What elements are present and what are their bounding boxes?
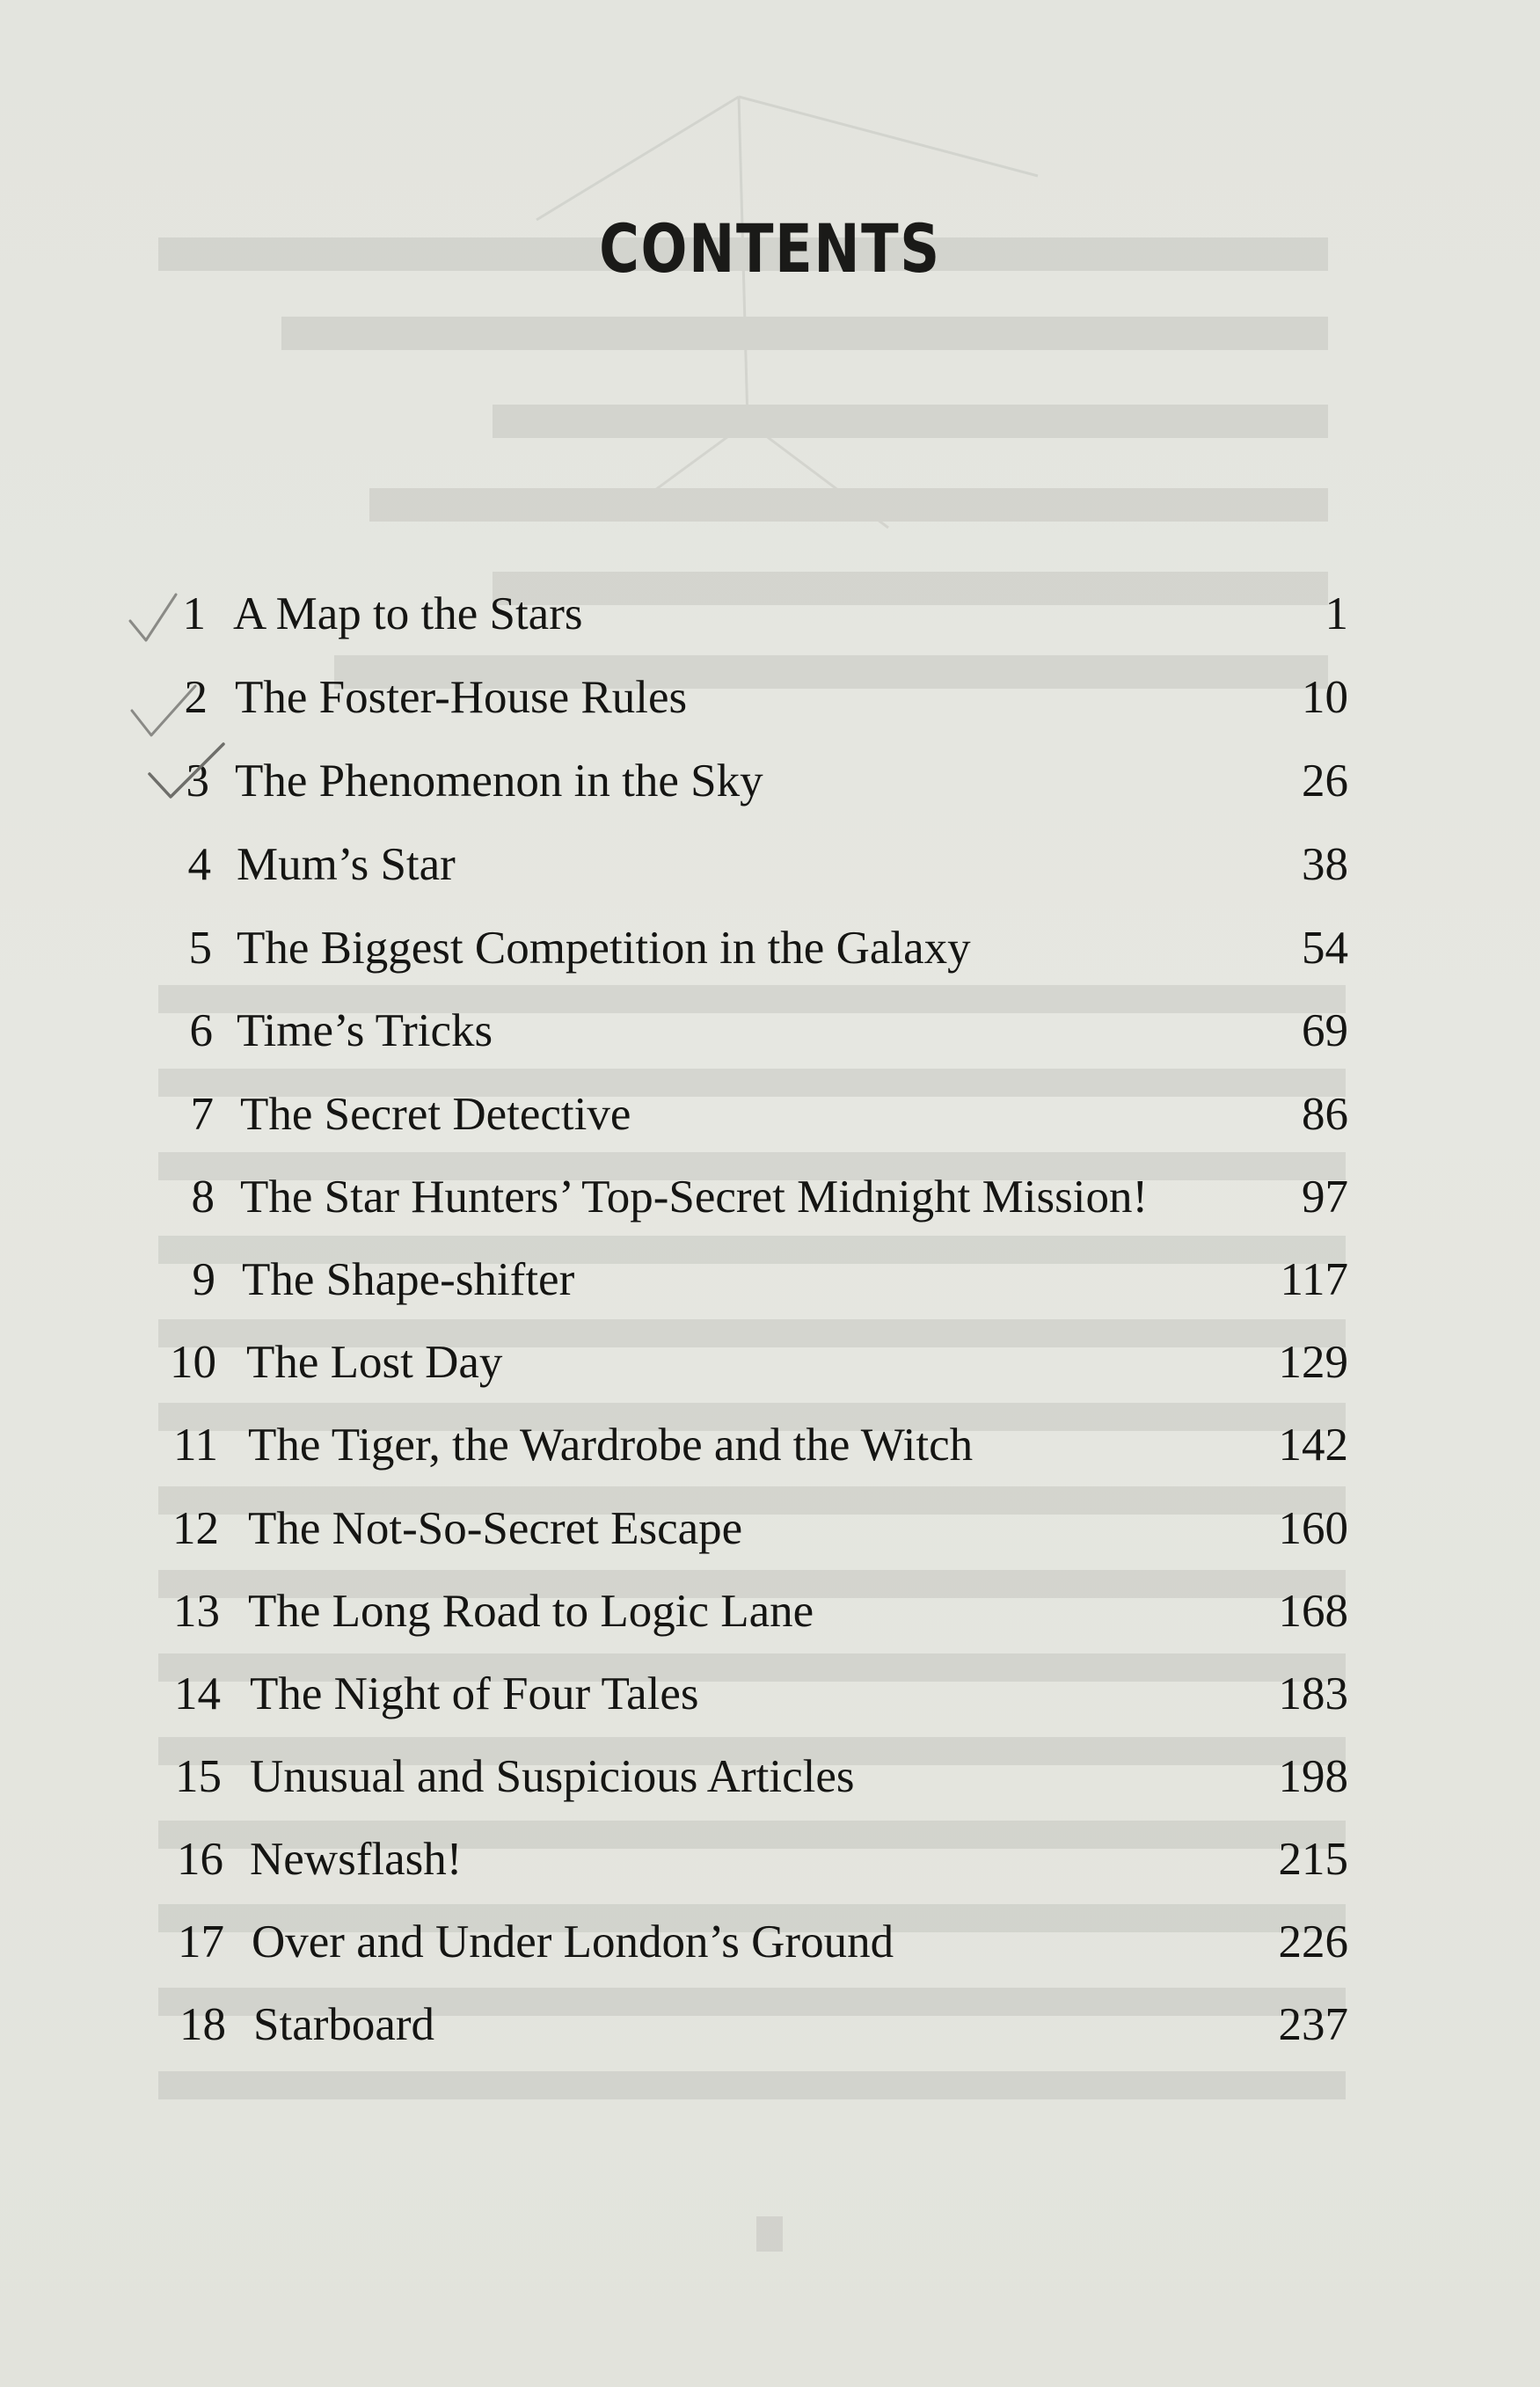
chapter-number: 6 [189,1005,213,1056]
chapter-page-number: 215 [1278,1834,1348,1885]
chapter-title: The Star Hunters’ Top-Secret Midnight Mission! [240,1172,1149,1223]
toc-entry [0,750,1540,812]
chapter-number: 11 [172,1420,218,1471]
chapter-title: The Night of Four Tales [250,1668,699,1719]
chapter-title: The Lost Day [246,1337,503,1388]
chapter-title: Time’s Tricks [237,1005,493,1056]
toc-entry [0,1746,1540,1807]
toc-entry [0,583,1540,645]
chapter-number: 4 [187,839,211,890]
chapter-page-number: 198 [1278,1751,1348,1802]
chapter-number: 18 [179,1999,226,2050]
toc-entry [0,1663,1540,1725]
toc-entry [0,1994,1540,2055]
chapter-page-number: 26 [1302,756,1348,807]
chapter-number: 12 [172,1503,219,1554]
chapter-page-number: 10 [1302,672,1348,723]
contents-heading: CONTENTS [599,209,941,288]
toc-entry [0,1249,1540,1310]
chapter-title: Mum’s Star [237,839,456,890]
chapter-page-number: 97 [1302,1172,1348,1223]
toc-entry [0,1829,1540,1890]
chapter-title: A Map to the Stars [233,588,583,639]
chapter-page-number: 142 [1278,1420,1348,1471]
chapter-title: Newsflash! [250,1834,463,1885]
chapter-page-number: 160 [1278,1503,1348,1554]
toc-entry [0,1000,1540,1062]
chapter-number: 1 [182,588,206,639]
chapter-number: 9 [192,1254,215,1305]
toc-entry [0,834,1540,895]
chapter-page-number: 1 [1325,588,1348,639]
chapter-page-number: 168 [1278,1586,1348,1637]
toc-entry [0,1580,1540,1642]
chapter-page-number: 183 [1278,1668,1348,1719]
toc-entry [0,917,1540,979]
chapter-page-number: 38 [1302,839,1348,890]
chapter-page-number: 117 [1280,1254,1348,1305]
chapter-number: 14 [174,1668,221,1719]
chapter-page-number: 237 [1278,1999,1348,2050]
toc-entry [0,1414,1540,1476]
chapter-number: 7 [190,1089,214,1140]
chapter-number: 17 [178,1916,224,1967]
toc-entry [0,1332,1540,1393]
chapter-title: Starboard [253,1999,435,2050]
chapter-number: 15 [175,1751,222,1802]
chapter-number: 16 [177,1834,223,1885]
chapter-page-number: 54 [1302,923,1348,974]
chapter-number: 10 [170,1337,216,1388]
chapter-title: The Tiger, the Wardrobe and the Witch [248,1420,974,1471]
toc-entry [0,667,1540,728]
chapter-page-number: 69 [1302,1005,1348,1056]
chapter-title: The Secret Detective [240,1089,631,1140]
chapter-page-number: 129 [1278,1337,1348,1388]
chapter-title: The Phenomenon in the Sky [235,756,763,807]
chapter-title: The Biggest Competition in the Galaxy [237,923,971,974]
chapter-title: The Long Road to Logic Lane [248,1586,814,1637]
chapter-page-number: 86 [1302,1089,1348,1140]
toc-entry [0,1498,1540,1559]
toc-entry [0,1911,1540,1973]
toc-entry [0,1166,1540,1228]
chapter-title: The Shape-shifter [242,1254,575,1305]
chapter-number: 2 [184,672,208,723]
chapter-number: 5 [188,923,212,974]
chapter-page-number: 226 [1278,1916,1348,1967]
chapter-title: The Not-So-Secret Escape [248,1503,743,1554]
chapter-number: 13 [173,1586,220,1637]
chapter-number: 3 [186,756,209,807]
chapter-title: The Foster-House Rules [235,672,688,723]
toc-entry [0,1084,1540,1145]
chapter-title: Unusual and Suspicious Articles [250,1751,855,1802]
chapter-number: 8 [191,1172,215,1223]
chapter-title: Over and Under London’s Ground [252,1916,894,1967]
